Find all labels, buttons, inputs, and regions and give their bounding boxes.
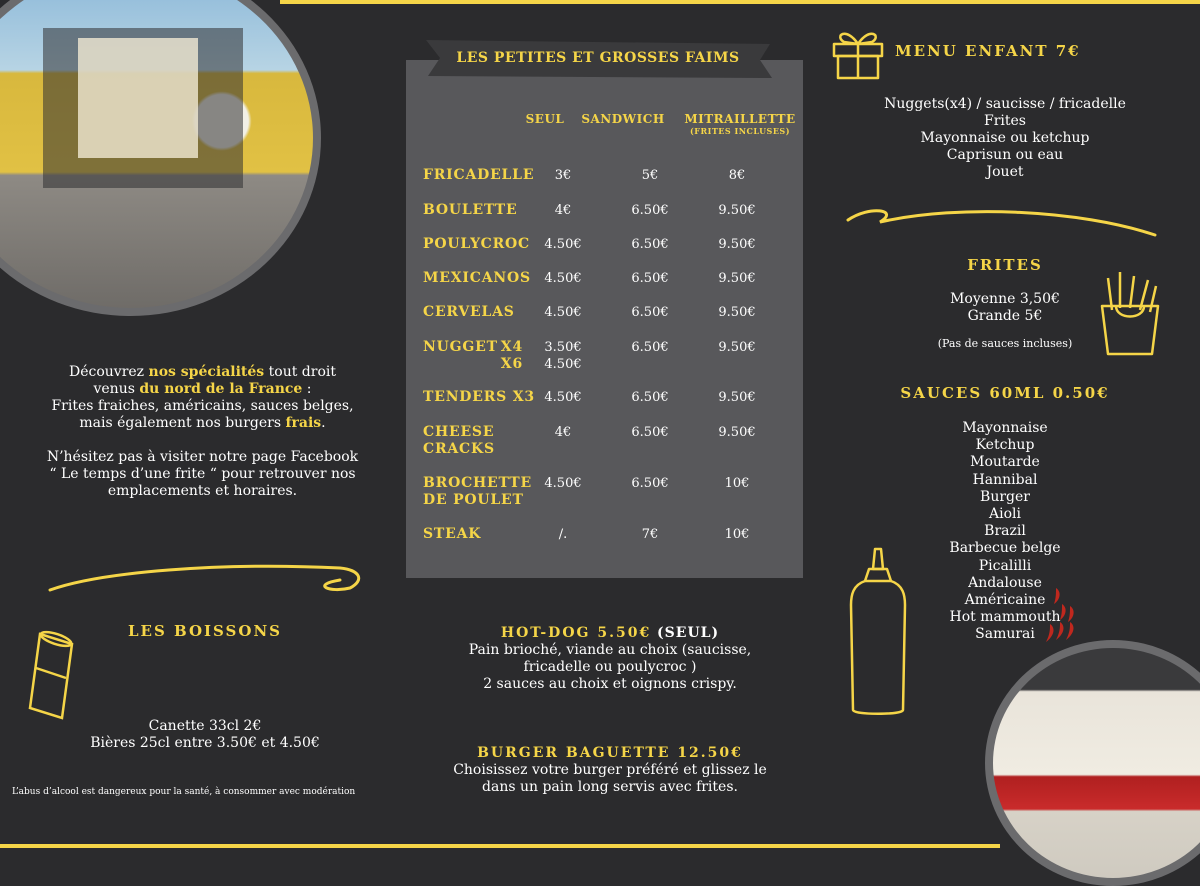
price-sandwich: 7€ <box>641 527 659 542</box>
frites-title: FRITES <box>967 256 1043 274</box>
menu-item-name: BOULETTE <box>423 202 518 218</box>
sauce-item: Burger <box>980 488 1030 505</box>
sauce-item: Brazil <box>984 523 1026 540</box>
burger-line-1: Choisissez votre burger préféré et glissez le <box>453 762 767 778</box>
price-mitraillette: 9.50€ <box>718 271 756 286</box>
sauce-bottle-icon <box>845 545 911 720</box>
enfant-title: MENU ENFANT 7€ <box>895 42 1081 60</box>
sauce-item: Andalouse <box>968 574 1042 591</box>
price-seul: 4.50€ <box>544 237 582 252</box>
col-seul: SEUL <box>525 112 565 126</box>
sauce-item: Ketchup <box>975 437 1035 454</box>
frites-moyenne: Moyenne 3,50€ <box>950 291 1060 307</box>
price-sandwich: 6.50€ <box>631 237 669 252</box>
burger-line-2: dans un pain long servis avec frites. <box>482 779 738 795</box>
enfant-line: Caprisun ou eau <box>946 147 1064 163</box>
alcohol-disclaimer: L’abus d’alcool est dangereux pour la santé, à consommer avec modération <box>12 787 356 797</box>
squiggle-divider-right <box>840 200 1170 245</box>
menu-item-name: NUGGET X4 X6 <box>423 339 523 372</box>
price-sandwich: 5€ <box>641 168 659 183</box>
hotdog-line-2: fricadelle ou poulycroc ) <box>523 659 697 675</box>
price-sandwich: 6.50€ <box>631 390 669 405</box>
food-truck-photo <box>0 0 321 316</box>
menu-item-name: POULYCROC <box>423 236 530 252</box>
sauce-item: Samurai <box>975 626 1035 643</box>
boissons-bieres: Bières 25cl entre 3.50€ et 4.50€ <box>90 735 320 751</box>
enfant-line: Nuggets(x4) / saucisse / fricadelle <box>884 96 1126 112</box>
burger-title: BURGER BAGUETTE 12.50€ <box>477 745 743 761</box>
price-mitraillette: 9.50€ <box>718 237 756 252</box>
menu-item-name: STEAK <box>423 526 482 542</box>
top-stripe <box>280 0 1200 4</box>
price-sandwich: 6.50€ <box>631 271 669 286</box>
can-icon <box>22 628 84 724</box>
sauce-item: Aioli <box>989 506 1021 522</box>
enfant-line: Frites <box>984 113 1026 129</box>
price-seul: 4.50€ <box>544 271 582 286</box>
sauce-item: Américaine <box>964 592 1046 608</box>
price-sandwich: 6.50€ <box>631 203 669 218</box>
price-seul: 4€ <box>554 203 572 218</box>
menu-item-name: TENDERS X3 <box>423 389 535 405</box>
price-mitraillette: 9.50€ <box>718 203 756 218</box>
price-seul: 3€ <box>554 168 572 183</box>
price-seul: 4€ <box>554 425 572 440</box>
fries-icon <box>1098 270 1162 356</box>
price-sandwich: 6.50€ <box>631 476 669 491</box>
price-seul: 4.50€ <box>544 357 582 372</box>
col-sandwich: SANDWICH <box>581 112 665 126</box>
price-seul: 4.50€ <box>544 305 582 320</box>
price-sandwich: 6.50€ <box>631 340 669 355</box>
price-mitraillette: 9.50€ <box>718 425 756 440</box>
price-sandwich: 6.50€ <box>631 305 669 320</box>
sauce-item: Hot mammouth <box>949 609 1061 626</box>
sauce-item: Moutarde <box>970 454 1040 471</box>
bottom-stripe <box>0 844 1000 848</box>
enfant-line: Mayonnaise ou ketchup <box>920 130 1090 146</box>
food-truck-counter-photo <box>985 640 1200 886</box>
menu-item-name: CHEESE CRACKS <box>423 424 495 457</box>
squiggle-divider-left <box>40 560 370 600</box>
boissons-title: LES BOISSONS <box>127 622 283 640</box>
price-sandwich: 6.50€ <box>631 425 669 440</box>
hotdog-title: HOT-DOG 5.50€ (SEUL) <box>500 625 720 641</box>
enfant-line: Jouet <box>986 164 1024 180</box>
intro-text: Découvrez nos spécialités tout droit venus du nord de la France : Frites fraiches, américains, sauces belges, mais également nos burgers frais. N’hésitez pas à visiter notre page Facebook “ Le temps d’une frite “ pour retrouver nos emplacements et horaires. <box>46 364 359 499</box>
menu-item-name: CERVELAS <box>423 304 515 320</box>
price-mitraillette: 8€ <box>728 168 746 183</box>
price-mitraillette: 10€ <box>724 527 750 542</box>
sauce-item: Mayonnaise <box>962 420 1048 436</box>
boissons-canette: Canette 33cl 2€ <box>148 718 262 734</box>
price-mitraillette: 9.50€ <box>718 390 756 405</box>
menu-item-name: BROCHETTE DE POULET <box>423 475 532 508</box>
price-mitraillette: 9.50€ <box>718 305 756 320</box>
menu-item-name: FRICADELLE <box>423 167 535 183</box>
price-mitraillette: 10€ <box>724 476 750 491</box>
hotdog-line-3: 2 sauces au choix et oignons crispy. <box>483 676 737 692</box>
frites-grande: Grande 5€ <box>967 308 1043 324</box>
pepper-icons <box>1036 586 1076 646</box>
price-seul: 4.50€ <box>544 476 582 491</box>
price-mitraillette: 9.50€ <box>718 340 756 355</box>
price-seul: 3.50€ <box>544 340 582 355</box>
price-seul: /. <box>558 527 568 542</box>
gift-icon <box>828 22 888 80</box>
hotdog-line-1: Pain brioché, viande au choix (saucisse, <box>468 642 752 658</box>
price-seul: 4.50€ <box>544 390 582 405</box>
menu-title: LES PETITES ET GROSSES FAIMS <box>456 50 740 66</box>
sauces-title: SAUCES 60ML 0.50€ <box>900 384 1110 402</box>
sauce-item: Hannibal <box>972 471 1038 488</box>
menu-item-name: MEXICANOS <box>423 270 531 286</box>
sauce-item: Barbecue belge <box>949 540 1061 557</box>
sauce-item: Picalilli <box>978 557 1032 574</box>
frites-note: (Pas de sauces incluses) <box>937 337 1073 350</box>
col-mitraillette: MITRAILLETTE <box>684 112 796 126</box>
col-mitraillette-note: (FRITES INCLUSES) <box>690 126 790 136</box>
